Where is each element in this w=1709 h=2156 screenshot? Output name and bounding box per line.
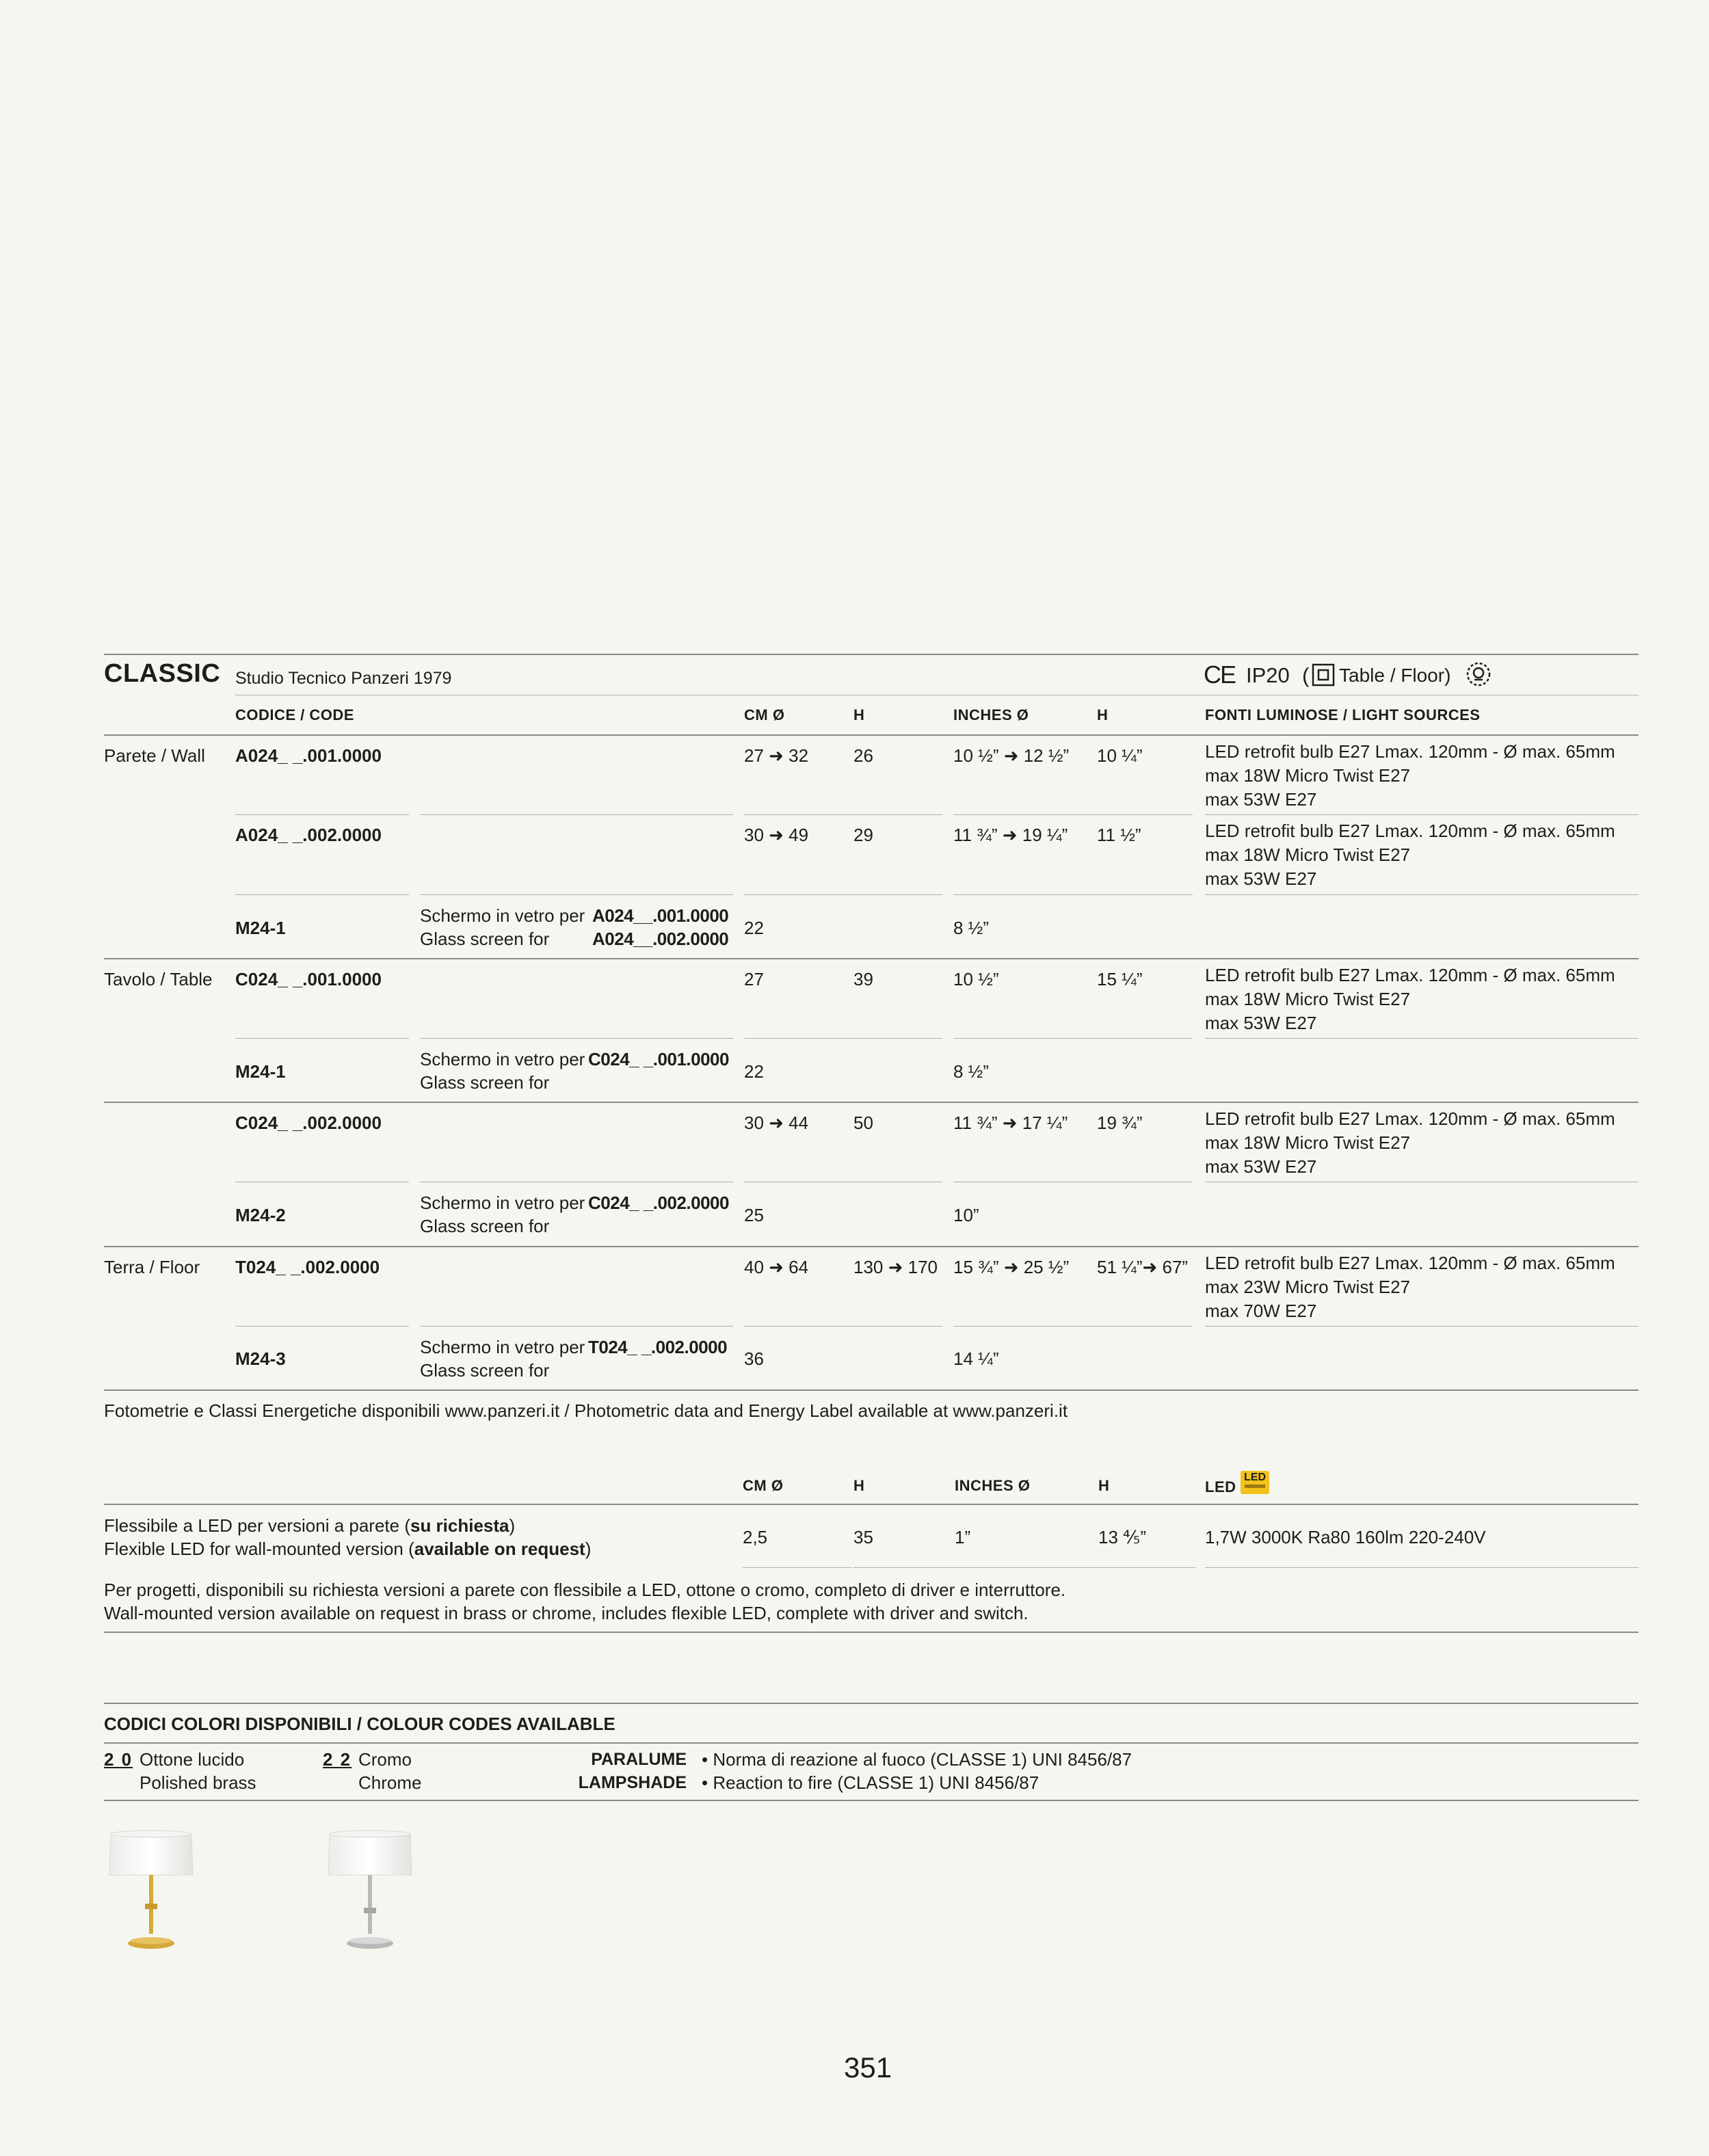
row-in-height: 10 ¼” [1097, 745, 1143, 766]
cell-rule [853, 1567, 1195, 1568]
cell-rule [953, 1326, 1193, 1327]
group-rule [104, 1102, 1639, 1103]
colours-end-rule [104, 1800, 1639, 1801]
cell-rule [1205, 1567, 1639, 1568]
t2-desc-it-b: su richiesta [410, 1515, 509, 1536]
t2-col-cm-height: H [853, 1477, 865, 1494]
col-code: CODICE / CODE [235, 706, 354, 723]
t2-desc-it-a: Flessibile a LED per versioni a parete ( [104, 1515, 410, 1536]
desc-en-text: Glass screen for [420, 1360, 550, 1381]
t2-end-rule [104, 1632, 1639, 1633]
row-light-3: max 70W E27 [1205, 1301, 1317, 1321]
colours-title: CODICI COLORI DISPONIBILI / COLOUR CODES AVAILABLE [104, 1714, 615, 1734]
group-wall: Parete / Wall [104, 745, 205, 766]
desc-it-code: C024_ _.001.0000 [588, 1049, 729, 1069]
col-inches-diameter: INCHES Ø [953, 706, 1029, 723]
photometric-footnote: Fotometrie e Classi Energetiche disponibili www.panzeri.it / Photometric data and Energy Label available at www.panzeri.it [104, 1400, 1068, 1421]
cell-rule [744, 1326, 942, 1327]
t2-cm-height: 35 [853, 1527, 873, 1547]
colour-code-chrome: 2 2 [323, 1749, 352, 1770]
top-rule [104, 654, 1639, 655]
t2-in-diameter: 1” [955, 1527, 971, 1547]
row-in-diameter: 15 ¾” ➜ 25 ½” [953, 1257, 1070, 1277]
t2-col-inches-height: H [1098, 1477, 1110, 1494]
row-cm-diameter: 30 ➜ 44 [744, 1113, 809, 1133]
row-in-diameter: 14 ¼” [953, 1348, 999, 1369]
row-in-diameter: 8 ½” [953, 1061, 990, 1082]
desc-en-text: Glass screen for [420, 1216, 550, 1236]
cell-rule [744, 814, 942, 815]
row-cm-diameter: 30 ➜ 49 [744, 825, 809, 845]
row-cm-diameter: 22 [744, 918, 764, 938]
desc-it-text: Schermo in vetro per [420, 1337, 585, 1357]
t2-note-it: Per progetti, disponibili su richiesta versioni a parete con flessibile a LED, ottone o cromo, completo di driver e interruttore. [104, 1580, 1066, 1600]
led-badge-text: LED [1244, 1472, 1266, 1483]
led-badge-bar [1245, 1485, 1265, 1488]
row-light-2: max 18W Micro Twist E27 [1205, 844, 1411, 865]
row-cm-height: 39 [853, 969, 873, 989]
row-light-3: max 53W E27 [1205, 789, 1317, 810]
cell-rule [743, 1567, 852, 1568]
row-in-height: 51 ¼”➜ 67” [1097, 1257, 1189, 1277]
row-cm-diameter: 27 [744, 969, 764, 989]
col-inches-height: H [1097, 706, 1109, 723]
chrome-lamp-swatch [323, 1827, 419, 1958]
t2-col-cm-diameter: CM Ø [743, 1477, 784, 1494]
colours-sub-rule [104, 1742, 1639, 1744]
row-code: M24-3 [235, 1348, 286, 1369]
cell-rule [420, 814, 733, 815]
cell-rule [420, 1038, 733, 1039]
row-in-diameter: 10 ½” [953, 969, 999, 989]
colour-name-en-chrome: Chrome [358, 1772, 422, 1793]
cell-rule [744, 1038, 942, 1039]
t2-note-en: Wall-mounted version available on request in brass or chrome, includes flexible LED, complete with driver and switch. [104, 1603, 1029, 1623]
row-cm-height: 50 [853, 1113, 873, 1133]
row-cm-diameter: 27 ➜ 32 [744, 745, 809, 766]
cell-rule [235, 814, 409, 815]
row-in-diameter: 8 ½” [953, 918, 990, 938]
desc-it-code: A024__.001.0000 [592, 905, 729, 926]
desc-en-code: A024__.002.0000 [592, 929, 729, 949]
row-code: M24-1 [235, 1061, 286, 1082]
row-light-3: max 53W E27 [1205, 868, 1317, 889]
colours-top-rule [104, 1703, 1639, 1704]
row-light-2: max 18W Micro Twist E27 [1205, 989, 1411, 1009]
row-desc-it [420, 904, 585, 927]
ce-mark: CE [1204, 661, 1236, 689]
colour-name-it-chrome: Cromo [358, 1749, 412, 1770]
lampshade-note-en: • Reaction to fire (CLASSE 1) UNI 8456/87 [702, 1772, 1039, 1793]
header-rule [104, 734, 1639, 736]
col-light-sources: FONTI LUMINOSE / LIGHT SOURCES [1205, 706, 1481, 723]
colour-name-en-brass: Polished brass [140, 1772, 256, 1793]
t2-header-rule [104, 1504, 1639, 1505]
row-code: C024_ _.002.0000 [235, 1113, 382, 1133]
row-light-3: max 53W E27 [1205, 1013, 1317, 1033]
table-end-rule [104, 1389, 1639, 1391]
row-cm-height: 29 [853, 825, 873, 845]
page-number: 351 [844, 2051, 892, 2084]
cell-rule [953, 1038, 1193, 1039]
row-in-diameter: 11 ¾” ➜ 17 ¼” [953, 1113, 1068, 1133]
row-light-2: max 18W Micro Twist E27 [1205, 1132, 1411, 1153]
row-light-1: LED retrofit bulb E27 Lmax. 120mm - Ø max. 65mm [1205, 1253, 1615, 1273]
col-cm-height: H [853, 706, 865, 723]
desc-en-text: Glass screen for [420, 929, 550, 949]
designer-credit: Studio Tecnico Panzeri 1979 [235, 669, 452, 688]
row-in-diameter: 10 ½” ➜ 12 ½” [953, 745, 1070, 766]
brass-lamp-swatch [104, 1827, 200, 1958]
row-cm-diameter: 36 [744, 1348, 764, 1369]
row-light-1: LED retrofit bulb E27 Lmax. 120mm - Ø max. 65mm [1205, 1108, 1615, 1129]
row-light-1: LED retrofit bulb E27 Lmax. 120mm - Ø max. 65mm [1205, 741, 1615, 762]
group-table: Tavolo / Table [104, 969, 213, 989]
cell-rule [235, 1038, 409, 1039]
desc-it-text: Schermo in vetro per [420, 905, 585, 926]
row-light-1: LED retrofit bulb E27 Lmax. 120mm - Ø max. 65mm [1205, 965, 1615, 985]
ip-rating: IP20 [1246, 663, 1290, 687]
t2-desc-it-c: ) [509, 1515, 516, 1536]
col-cm-diameter: CM Ø [744, 706, 785, 723]
row-cm-diameter: 25 [744, 1205, 764, 1225]
ip-scope: Table / Floor) [1339, 665, 1451, 686]
cell-rule [1205, 894, 1639, 895]
row-cm-diameter: 22 [744, 1061, 764, 1082]
lampshade-label-en: LAMPSHADE [578, 1773, 687, 1792]
row-code: A024_ _.002.0000 [235, 825, 382, 845]
desc-it-code: C024_ _.002.0000 [588, 1193, 729, 1213]
desc-it-text: Schermo in vetro per [420, 1049, 585, 1069]
t2-led-spec: 1,7W 3000K Ra80 160lm 220-240V [1205, 1527, 1486, 1547]
t2-col-led: LED [1205, 1478, 1236, 1495]
row-code: A024_ _.001.0000 [235, 745, 382, 766]
row-code: C024_ _.001.0000 [235, 969, 382, 989]
row-light-1: LED retrofit bulb E27 Lmax. 120mm - Ø max. 65mm [1205, 821, 1615, 841]
lampshade-note-it: • Norma di reazione al fuoco (CLASSE 1) UNI 8456/87 [702, 1749, 1132, 1770]
desc-it-text: Schermo in vetro per [420, 1193, 585, 1213]
desc-en-text: Glass screen for [420, 1072, 550, 1093]
ip-paren: ( [1302, 663, 1310, 687]
cell-rule [1205, 1326, 1639, 1327]
led-badge-icon [1241, 1471, 1269, 1494]
row-cm-height: 130 ➜ 170 [853, 1257, 938, 1277]
row-light-2: max 23W Micro Twist E27 [1205, 1277, 1411, 1297]
row-code: M24-1 [235, 918, 286, 938]
row-in-diameter: 10” [953, 1205, 979, 1225]
row-in-height: 19 ¾” [1097, 1113, 1143, 1133]
t2-desc-en-c: ) [585, 1539, 592, 1559]
desc-it-code: T024_ _.002.0000 [588, 1337, 728, 1357]
cell-rule [1205, 814, 1639, 815]
no-cover-insulation-icon [1465, 661, 1492, 688]
product-title: CLASSIC [104, 659, 221, 688]
row-cm-height: 26 [853, 745, 873, 766]
cell-rule [1205, 1038, 1639, 1039]
class-ii-icon [1312, 663, 1335, 687]
cell-rule [953, 894, 1193, 895]
cell-rule [420, 1326, 733, 1327]
t2-desc-en-b: available on request [414, 1539, 585, 1559]
t2-cm-diameter: 2,5 [743, 1527, 768, 1547]
group-rule [104, 958, 1639, 959]
group-floor: Terra / Floor [104, 1257, 200, 1277]
colour-code-brass: 2 0 [104, 1749, 133, 1770]
cell-rule [953, 814, 1193, 815]
t2-desc-it [104, 1514, 515, 1537]
lampshade-label-it: PARALUME [591, 1750, 687, 1769]
colour-name-it-brass: Ottone lucido [140, 1749, 245, 1770]
row-code: M24-2 [235, 1205, 286, 1225]
row-light-3: max 53W E27 [1205, 1156, 1317, 1177]
row-in-diameter: 11 ¾” ➜ 19 ¼” [953, 825, 1068, 845]
cell-rule [235, 1326, 409, 1327]
t2-desc-en [104, 1537, 591, 1560]
t2-col-inches-diameter: INCHES Ø [955, 1477, 1031, 1494]
row-in-height: 11 ½” [1097, 825, 1141, 845]
t2-in-height: 13 ⅘” [1098, 1527, 1147, 1547]
cell-rule [744, 894, 942, 895]
row-in-height: 15 ¼” [1097, 969, 1143, 989]
t2-desc-en-a: Flexible LED for wall-mounted version ( [104, 1539, 414, 1559]
group-rule [104, 1246, 1639, 1247]
row-code: T024_ _.002.0000 [235, 1257, 380, 1277]
cell-rule [235, 894, 409, 895]
row-light-2: max 18W Micro Twist E27 [1205, 765, 1411, 786]
cell-rule [420, 894, 733, 895]
row-cm-diameter: 40 ➜ 64 [744, 1257, 809, 1277]
